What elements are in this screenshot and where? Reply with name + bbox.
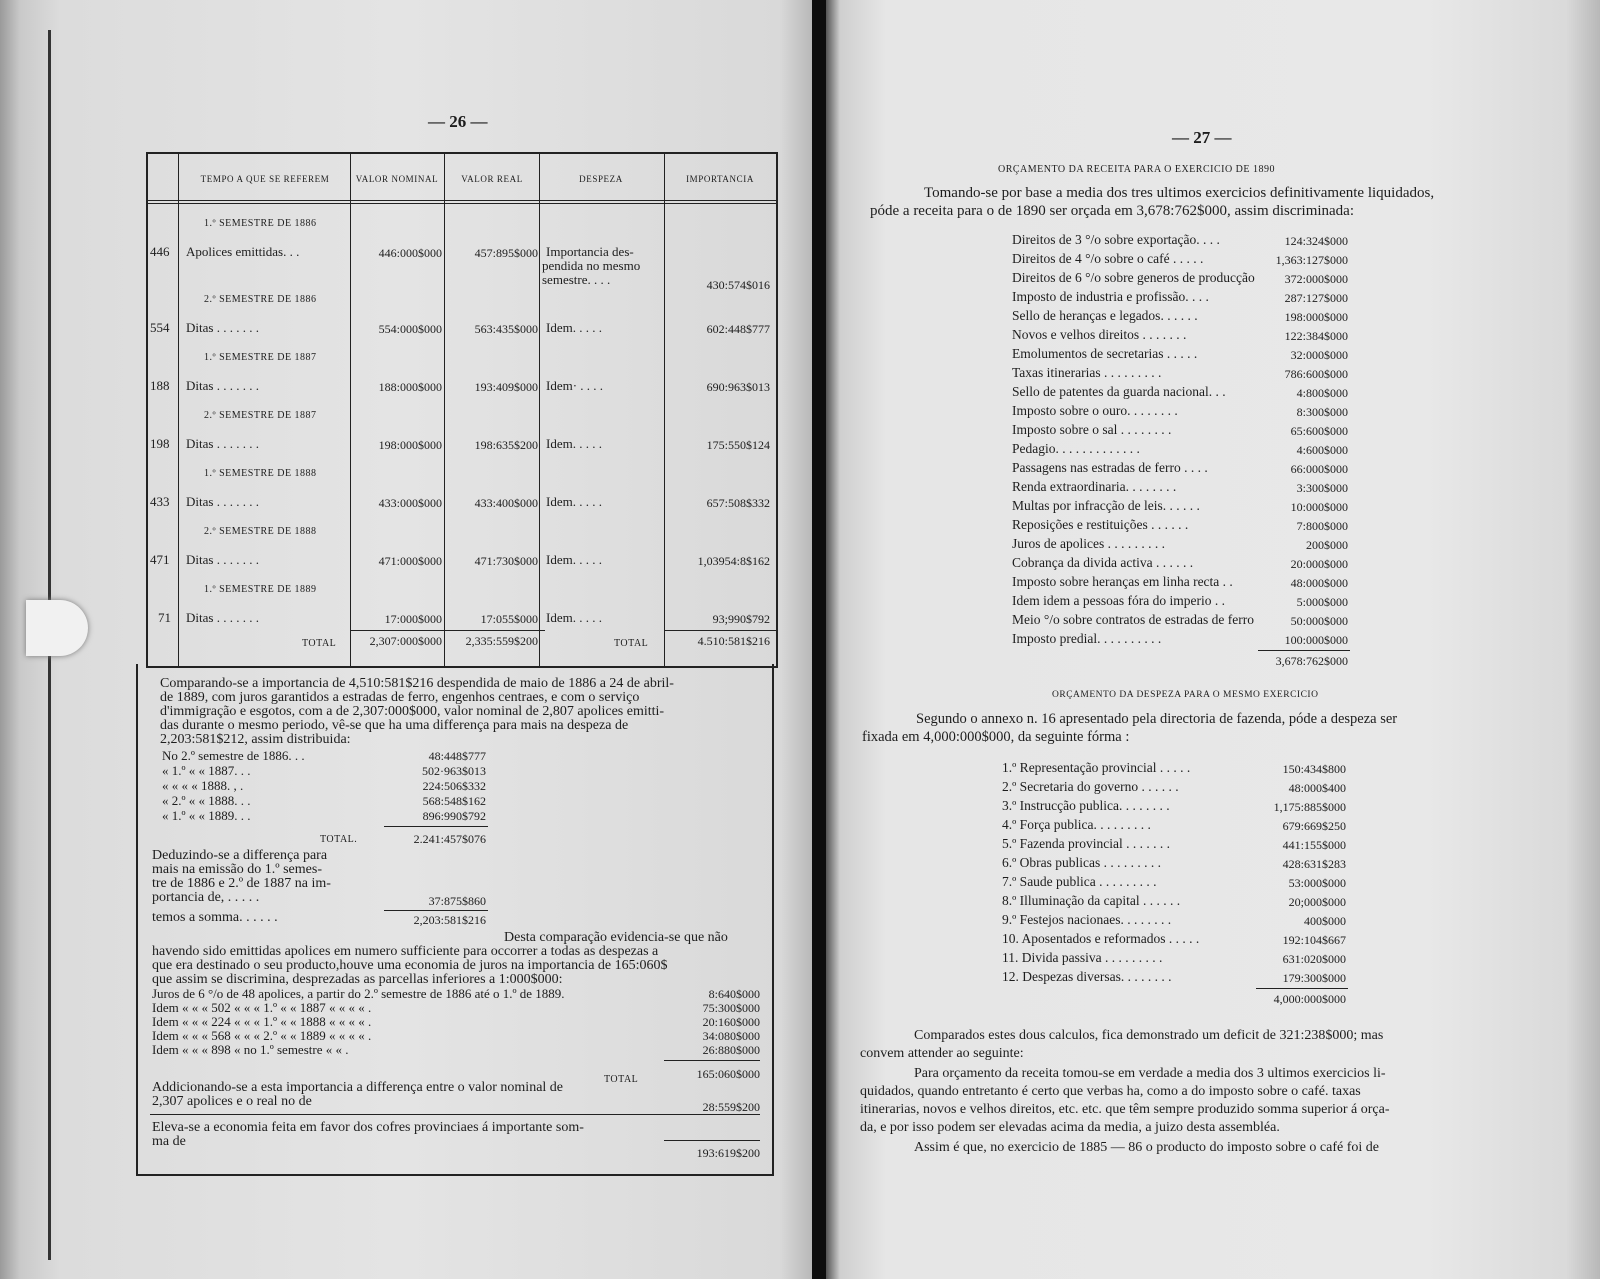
despeza-value: 20;000$000 <box>1288 895 1346 909</box>
add-value: 28:559$200 <box>702 1100 760 1114</box>
despeza-value: 441:155$000 <box>1282 838 1346 852</box>
row-label: Ditas . . . . . . . <box>186 494 259 509</box>
juros-value: 20:160$000 <box>702 1015 760 1029</box>
receita-label: Multas por infracção de leis. . . . . . <box>1012 498 1200 513</box>
receita-label: Taxas itinerarias . . . . . . . . . <box>1012 365 1162 380</box>
despeza-label: 9.º Festejos nacionaes. . . . . . . . <box>1002 912 1172 927</box>
receita-value: 20:000$000 <box>1290 557 1348 571</box>
header-importancia: IMPORTANCIA <box>686 174 754 184</box>
row-count: 433 <box>150 494 170 509</box>
row-despeza: Idem. . . . . <box>546 320 602 335</box>
receita-label: Imposto sobre o ouro. . . . . . . . <box>1012 403 1178 418</box>
juros-value: 26:880$000 <box>702 1043 760 1057</box>
receita-value: 10:000$000 <box>1290 500 1348 514</box>
deduct-line: tre de 1886 e 2.º de 1887 na im- <box>152 876 331 891</box>
receita-value: 4:600$000 <box>1296 443 1348 457</box>
juros-value: 34:080$000 <box>702 1029 760 1043</box>
row-despeza: Idem. . . . . <box>546 552 602 567</box>
receita-label: Pedagio. . . . . . . . . . . . . <box>1012 441 1140 456</box>
row-nominal: 188:000$000 <box>378 380 442 394</box>
row-semester: 1.º SEMESTRE DE 1888 <box>204 468 317 479</box>
receita-label: Imposto predial. . . . . . . . . . <box>1012 631 1162 646</box>
header-tempo: TEMPO A QUE SE REFEREM <box>200 174 330 184</box>
despeza-label: 8.º Illuminação da capital . . . . . . <box>1002 893 1181 908</box>
juros-value: 8:640$000 <box>708 987 760 1001</box>
receita-value: 4:800$000 <box>1296 386 1348 400</box>
despeza-value: 428:631$283 <box>1282 857 1346 871</box>
row-semester: 2.º SEMESTRE DE 1888 <box>204 526 317 537</box>
row-real: 17:055$000 <box>480 612 538 626</box>
receita-value: 198:000$000 <box>1284 310 1348 324</box>
row-despeza: Importancia des- <box>546 244 634 259</box>
despeza-value: 679:669$250 <box>1282 819 1346 833</box>
row-real: 193:409$000 <box>474 380 538 394</box>
dist-total: 2.241:457$076 <box>413 832 486 846</box>
row-importancia: 430:574$016 <box>706 278 770 292</box>
receita-label: Sello de heranças e legados. . . . . . <box>1012 308 1198 323</box>
despeza-label: 10. Aposentados e reformados . . . . . <box>1002 931 1200 946</box>
receita-intro: póde a receita para o de 1890 ser orçada em 3,678:762$000, assim discriminada: <box>870 203 1355 219</box>
intro-line: 2,203:581$212, assim distribuida: <box>160 732 351 747</box>
dist-value: 224:506$332 <box>422 779 486 793</box>
dist-value: 568:548$162 <box>422 794 486 808</box>
dist-label: « 2.º « « 1888. . . <box>162 793 251 808</box>
page-number-right: — 27 — <box>1172 128 1232 147</box>
row-real: 563:435$000 <box>474 322 538 336</box>
despeza-value: 192:104$667 <box>1282 933 1346 947</box>
receita-intro: Tomando-se por base a media dos tres ultimos exercicios definitivamente liquidados, <box>924 185 1435 201</box>
receita-label: Cobrança da divida activa . . . . . . <box>1012 555 1194 570</box>
intro-line: das durante o mesmo periodo, vê-se que ha uma differença para mais na despeza de <box>160 718 629 733</box>
receita-value: 1,363:127$000 <box>1275 253 1348 267</box>
despeza-total: 4,000:000$000 <box>1273 992 1346 1006</box>
deduct-line: mais na emissão do 1.º semes- <box>152 862 322 877</box>
juros-total-label: TOTAL <box>604 1074 639 1085</box>
receita-value: 65:600$000 <box>1290 424 1348 438</box>
receita-title: ORÇAMENTO DA RECEITA PARA O EXERCICIO DE 1890 <box>998 164 1275 175</box>
receita-value: 200$000 <box>1306 538 1348 552</box>
closing-line: Comparados estes dous calculos, fica demonstrado um deficit de 321:238$000; mas <box>914 1028 1384 1043</box>
receita-label: Novos e velhos direitos . . . . . . . <box>1012 327 1187 342</box>
row-despeza: Idem. . . . . <box>546 494 602 509</box>
despeza-label: 4.º Força publica. . . . . . . . . <box>1002 817 1151 832</box>
row-importancia: 602:448$777 <box>706 322 770 336</box>
dist-value: 502·963$013 <box>422 764 486 778</box>
row-count: 446 <box>150 244 170 259</box>
despeza-value: 48:000$400 <box>1288 781 1346 795</box>
row-importancia: 175:550$124 <box>706 438 770 452</box>
deduct-line: Deduzindo-se a differença para <box>152 848 328 863</box>
row-despeza-2: pendida no mesmo <box>542 258 641 273</box>
receita-label: Sello de patentes da guarda nacional. . . <box>1012 384 1226 399</box>
evidence-line: havendo sido emittidas apolices em numero sufficiente para occorrer a todas as despezas a <box>152 944 659 959</box>
despeza-value: 179:300$000 <box>1282 971 1346 985</box>
header-valor-real: VALOR REAL <box>461 174 523 184</box>
juros-value: 75:300$000 <box>702 1001 760 1015</box>
despeza-value: 400$000 <box>1304 914 1346 928</box>
add-line: 2,307 apolices e o real no de <box>152 1094 312 1109</box>
total-real: 2,335:559$200 <box>465 634 538 648</box>
despeza-value: 53:000$000 <box>1288 876 1346 890</box>
deduct-value: 37:875$860 <box>428 894 486 908</box>
juros-line: Idem « « « 568 « « « 2.º « « 1889 « « « « . <box>152 1028 372 1043</box>
despeza-label: 6.º Obras publicas . . . . . . . . . <box>1002 855 1162 870</box>
despeza-title: ORÇAMENTO DA DESPEZA PARA O MESMO EXERCICIO <box>1052 690 1319 700</box>
receita-value: 5:000$000 <box>1296 595 1348 609</box>
row-real: 433:400$000 <box>474 496 538 510</box>
receita-label: Juros de apolices . . . . . . . . . <box>1012 536 1165 551</box>
row-nominal: 554:000$000 <box>378 322 442 336</box>
despeza-intro: Segundo o annexo n. 16 apresentado pela directoria de fazenda, póde a despeza ser <box>916 711 1398 727</box>
intro-line: de 1889, com juros garantidos a estradas de ferro, engenhos centraes, e com o serviço <box>160 690 640 705</box>
row-despeza: Idem. . . . . <box>546 610 602 625</box>
row-semester: 2.º SEMESTRE DE 1887 <box>204 410 317 421</box>
receita-value: 786:600$000 <box>1284 367 1348 381</box>
row-count: 198 <box>150 436 170 451</box>
despeza-intro: fixada em 4,000:000$000, da seguinte fórma : <box>862 729 1130 745</box>
despeza-label: 1.º Representação provincial . . . . . <box>1002 760 1191 775</box>
juros-line: Idem « « « 224 « « « 1.º « « 1888 « « « « . <box>152 1014 372 1029</box>
despeza-label: 2.º Secretaria do governo . . . . . . <box>1002 779 1179 794</box>
receita-value: 66:000$000 <box>1290 462 1348 476</box>
row-importancia: 93;990$792 <box>712 612 770 626</box>
closing-line: Assim é que, no exercicio de 1885 — 86 o producto do imposto sobre o café foi de <box>914 1140 1380 1155</box>
receita-value: 50:000$000 <box>1290 614 1348 628</box>
dist-value: 896:990$792 <box>422 809 486 823</box>
receita-value: 122:384$000 <box>1284 329 1348 343</box>
closing-line: da, e por isso podem ser elevadas acima da media, a juizo desta assembléa. <box>860 1120 1280 1135</box>
receita-label: Direitos de 6 °/o sobre generos de producção <box>1012 270 1255 285</box>
total-label: TOTAL <box>302 638 337 649</box>
row-nominal: 446:000$000 <box>378 246 442 260</box>
despeza-label: 3.º Instrucção publica. . . . . . . . <box>1002 798 1170 813</box>
receita-label: Renda extraordinaria. . . . . . . . <box>1012 479 1177 494</box>
despeza-label: 12. Despezas diversas. . . . . . . . <box>1002 969 1172 984</box>
row-semester: 2.º SEMESTRE DE 1886 <box>204 294 317 305</box>
receita-value: 7:800$000 <box>1296 519 1348 533</box>
row-label: Ditas . . . . . . . <box>186 610 259 625</box>
receita-value: 100:000$000 <box>1284 633 1348 647</box>
despeza-label: 7.º Saude publica . . . . . . . . . <box>1002 874 1157 889</box>
receita-label: Passagens nas estradas de ferro . . . . <box>1012 460 1208 475</box>
right-page <box>826 0 1600 1279</box>
row-semester: 1.º SEMESTRE DE 1889 <box>204 584 317 595</box>
row-importancia: 690:963$013 <box>706 380 770 394</box>
closing-line: itinerarias, novos e velhos direitos, etc. etc. que têm sempre produzido somma superior á orça- <box>860 1102 1390 1117</box>
somma-label: temos a somma. . . . . . <box>152 910 278 925</box>
row-label: Ditas . . . . . . . <box>186 552 259 567</box>
row-label: Ditas . . . . . . . <box>186 378 259 393</box>
page-number-left: — 26 — <box>428 112 488 131</box>
receita-label: Imposto de industria e profissão. . . . <box>1012 289 1209 304</box>
receita-label: Reposições e restituições . . . . . . <box>1012 517 1189 532</box>
closing-line: Para orçamento da receita tomou-se em verdade a media dos 3 ultimos exercicios li- <box>914 1066 1386 1081</box>
receita-total: 3,678:762$000 <box>1275 654 1348 668</box>
juros-line: Idem « « « 898 « no 1.º semestre « « . <box>152 1042 349 1057</box>
receita-label: Direitos de 4 °/o sobre o café . . . . . <box>1012 251 1204 266</box>
receita-value: 3:300$000 <box>1296 481 1348 495</box>
juros-line: Juros de 6 °/o de 48 apolices, a partir do 2.º semestre de 1886 até o 1.º de 1889. <box>152 986 565 1001</box>
receita-label: Imposto sobre o sal . . . . . . . . <box>1012 422 1172 437</box>
eleva-line: Eleva-se a economia feita em favor dos cofres provinciaes á importante som- <box>152 1120 584 1135</box>
eleva-line: ma de <box>152 1134 186 1149</box>
evidence-line: que assim se discrimina, desprezadas as parcellas inferiores a 1:000$000: <box>152 972 563 987</box>
row-count: 71 <box>158 610 171 625</box>
receita-label: Imposto sobre heranças em linha recta . . <box>1012 574 1233 589</box>
row-label: Apolices emittidas. . . <box>186 244 300 259</box>
receita-value: 124:324$000 <box>1284 234 1348 248</box>
paper-tab <box>26 600 88 656</box>
row-label: Ditas . . . . . . . <box>186 436 259 451</box>
despeza-value: 150:434$800 <box>1282 762 1346 776</box>
row-despeza: Idem. . . . . <box>546 436 602 451</box>
juros-line: Idem « « « 502 « « « 1.º « « 1887 « « « « . <box>152 1000 372 1015</box>
receita-value: 287:127$000 <box>1284 291 1348 305</box>
despeza-value: 631:020$000 <box>1282 952 1346 966</box>
receita-value: 32:000$000 <box>1290 348 1348 362</box>
header-despeza: DESPEZA <box>579 174 623 184</box>
row-count: 188 <box>150 378 170 393</box>
row-nominal: 471:000$000 <box>378 554 442 568</box>
row-semester: 1.º SEMESTRE DE 1886 <box>204 218 317 229</box>
intro-line: d'immigração e esgotos, com a de 2,307:000$000, valor nominal de 2,807 apolices emitti- <box>160 704 665 719</box>
dist-total-label: TOTAL. <box>320 834 358 845</box>
despeza-label: 11. Divida passiva . . . . . . . . . <box>1002 950 1163 965</box>
receita-value: 48:000$000 <box>1290 576 1348 590</box>
row-importancia: 657:508$332 <box>706 496 770 510</box>
evidence-line: que era destinado o seu producto,houve uma economia de juros na importancia de 165:060$ <box>152 958 668 973</box>
total-label-2: TOTAL <box>614 638 649 649</box>
total-nominal: 2,307:000$000 <box>369 634 442 648</box>
intro-line: Comparando-se a importancia de 4,510:581$216 despendida de maio de 1886 a 24 de abril- <box>160 676 674 691</box>
row-nominal: 433:000$000 <box>378 496 442 510</box>
receita-label: Meio °/o sobre contratos de estradas de ferro <box>1012 612 1254 627</box>
receita-value: 372:000$000 <box>1284 272 1348 286</box>
header-valor-nominal: VALOR NOMINAL <box>355 174 439 184</box>
row-nominal: 17:000$000 <box>384 612 442 626</box>
somma-value: 2,203:581$216 <box>413 913 486 927</box>
despeza-label: 5.º Fazenda provincial . . . . . . . <box>1002 836 1171 851</box>
row-count: 554 <box>150 320 170 335</box>
row-semester: 1.º SEMESTRE DE 1887 <box>204 352 317 363</box>
deduct-line: portancia de, . . . . . <box>152 890 260 905</box>
total-importancia: 4.510:581$216 <box>697 634 770 648</box>
closing-line: convem attender ao seguinte: <box>860 1046 1024 1061</box>
dist-label: « 1.º « « 1889. . . <box>162 808 251 823</box>
dist-label: « 1.º « « 1887. . . <box>162 763 251 778</box>
row-importancia: 1,03954:8$162 <box>697 554 770 568</box>
bond-table <box>146 152 778 668</box>
row-label: Ditas . . . . . . . <box>186 320 259 335</box>
row-despeza: Idem· . . . . <box>546 378 604 393</box>
receita-label: Idem idem a pessoas fóra do imperio . . <box>1012 593 1225 608</box>
dist-label: « « « « 1888. , . <box>162 778 244 793</box>
receita-value: 8:300$000 <box>1296 405 1348 419</box>
eleva-value: 193:619$200 <box>696 1146 760 1160</box>
receita-label: Direitos de 3 °/o sobre exportação. . . . <box>1012 232 1220 247</box>
add-line: Addicionando-se a esta importancia a differença entre o valor nominal de <box>152 1080 564 1095</box>
despeza-value: 1,175:885$000 <box>1273 800 1346 814</box>
row-real: 198:635$200 <box>474 438 538 452</box>
juros-total: 165:060$000 <box>696 1067 760 1081</box>
row-real: 471:730$000 <box>474 554 538 568</box>
closing-line: quidados, quando entretanto é certo que verbas ha, como a do imposto sobre o café. taxas <box>860 1084 1361 1099</box>
row-despeza-3: semestre. . . . <box>542 272 611 287</box>
dist-label: No 2.º semestre de 1886. . . <box>162 748 305 763</box>
row-nominal: 198:000$000 <box>378 438 442 452</box>
evidence-line: Desta comparação evidencia-se que não <box>504 930 728 945</box>
row-count: 471 <box>150 552 170 567</box>
receita-label: Emolumentos de secretarias . . . . . <box>1012 346 1198 361</box>
row-real: 457:895$000 <box>474 246 538 260</box>
dist-value: 48:448$777 <box>428 749 486 763</box>
